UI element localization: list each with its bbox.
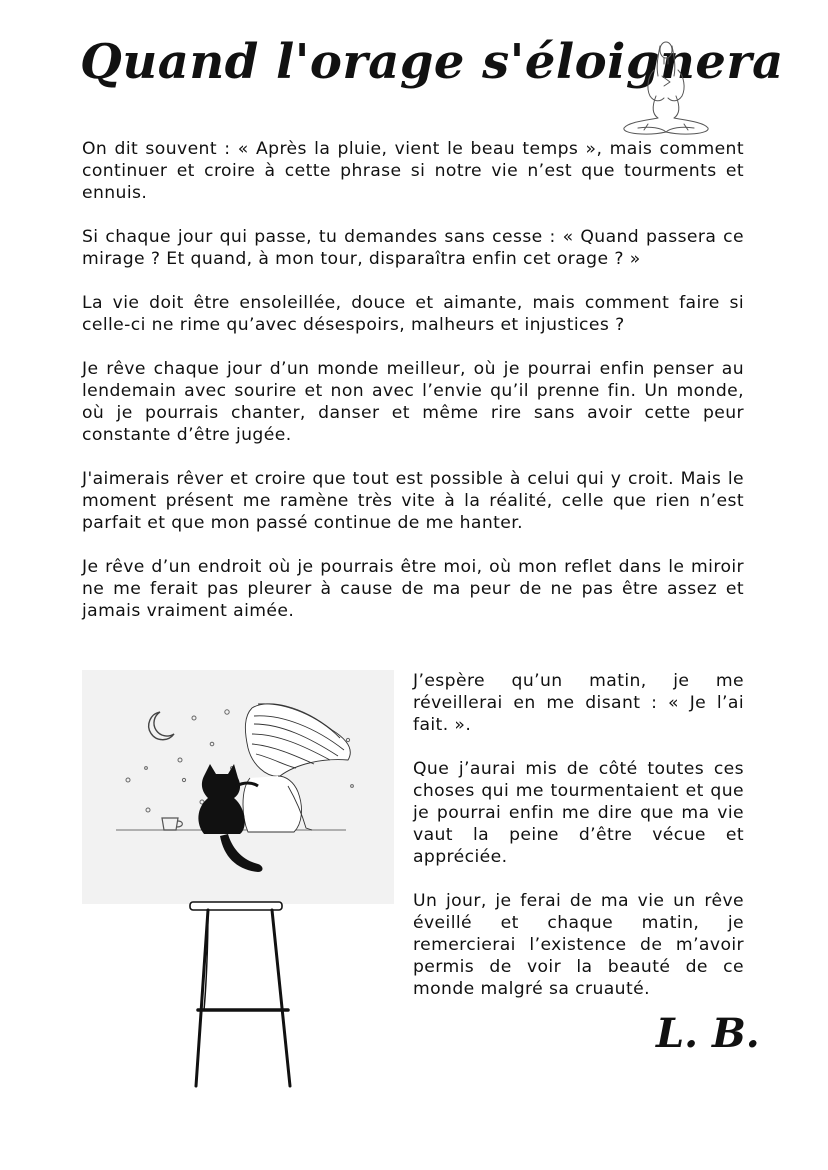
paragraph: J’espère qu’un matin, je me réveillerai en me disant : « Je l’ai fait. ». <box>413 671 744 735</box>
main-text <box>82 138 744 644</box>
easel-painting-illustration <box>82 668 396 1090</box>
paragraph: Je rêve chaque jour d’un monde meilleur, où je pourrai enfin penser au lendemain avec sourire et non avec l’envie qu’il prenne fin. Un monde, où je pourrais chanter, danser et même rire sans avoir cette peur constante d’être jugée. <box>82 359 744 445</box>
paragraph: La vie doit être ensoleillée, douce et aimante, mais comment faire si celle-ci ne rime qu’avec désespoirs, malheurs et injustices ? <box>82 293 744 335</box>
page-title: Quand l'orage s'éloignera <box>80 34 784 90</box>
paragraph: Si chaque jour qui passe, tu demandes sans cesse : « Quand passera ce mirage ? Et quand, à mon tour, disparaîtra enfin cet orage ? » <box>82 227 744 269</box>
paragraph: On dit souvent : « Après la pluie, vient le beau temps », mais comment continuer et croire à cette phrase si notre vie n’est que tourments et ennuis. <box>82 139 744 203</box>
paragraph: J'aimerais rêver et croire que tout est possible à celui qui y croit. Mais le moment présent me ramène très vite à la réalité, celle que rien n’est parfait et que mon passé continue de me hanter. <box>82 469 744 533</box>
paragraph: Je rêve d’un endroit où je pourrais être moi, où mon reflet dans le miroir ne me ferait pas pleurer à cause de ma peur de ne pas être assez et jamais vraiment aimée. <box>82 557 744 621</box>
signature: L. B. <box>656 1010 760 1057</box>
paragraph: Que j’aurai mis de côté toutes ces choses qui me tourmentaient et que je pourrai enfin me dire que ma vie vaut la peine d’être vécue et appréciée. <box>413 759 744 867</box>
meditating-woman-illustration <box>618 36 716 140</box>
paragraph: Un jour, je ferai de ma vie un rêve éveillé et chaque matin, je remercierai l’existence de m’avoir permis de voir la beauté de ce monde malgré sa cruauté. <box>413 891 744 999</box>
side-text <box>413 670 744 1022</box>
easel <box>190 902 290 1086</box>
